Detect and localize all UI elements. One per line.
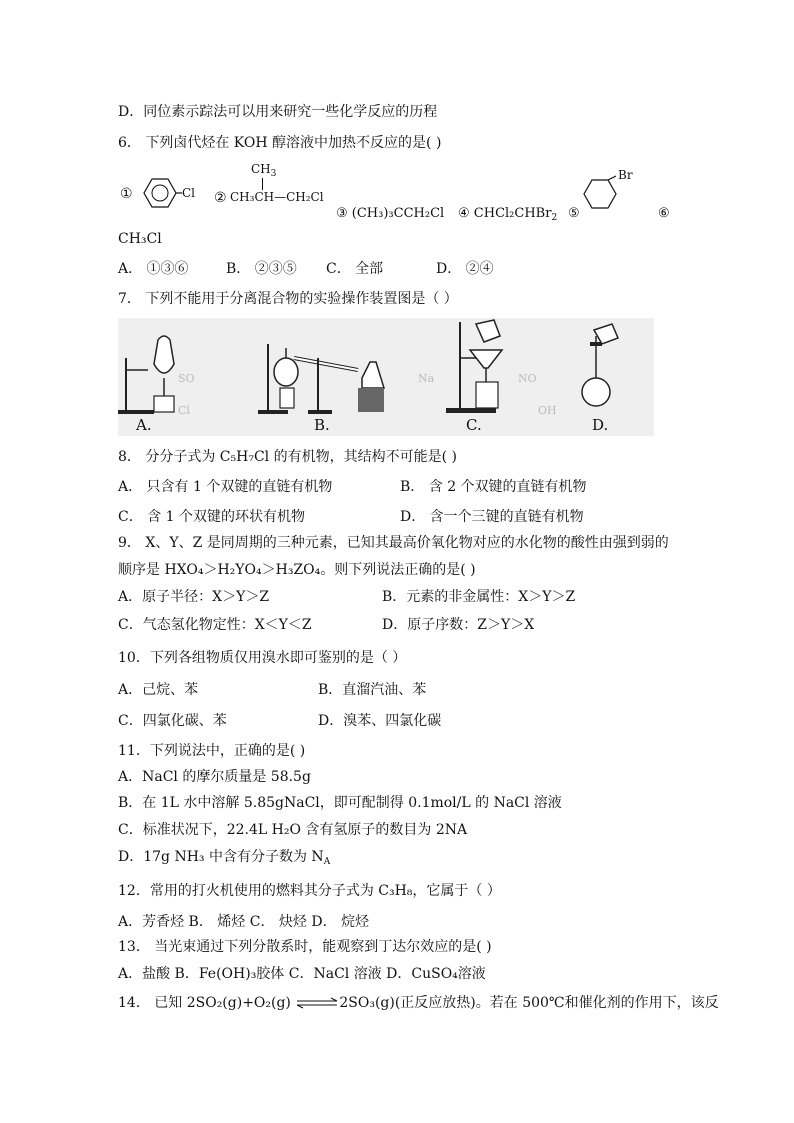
structure-6-formula: CH₃Cl bbox=[118, 231, 162, 247]
apparatus-label-b: B. bbox=[314, 416, 330, 434]
chlorobenzene-ring-icon bbox=[136, 174, 184, 212]
background-text-2: Na bbox=[418, 372, 435, 385]
q13-options: A．盐酸 B．Fe(OH)₃胶体 C．NaCl 溶液 D．CuSO₄溶液 bbox=[118, 966, 486, 982]
q9-option-a: A．原子半径：X＞Y＞Z bbox=[118, 589, 270, 605]
q9-stem-line-2: 顺序是 HXO₄＞H₂YO₄＞H₃ZO₄。则下列说法正确的是( ) bbox=[118, 562, 476, 578]
q8-option-c: C． 含 1 个双键的环状有机物 bbox=[118, 509, 305, 525]
background-text-3: NO bbox=[518, 372, 537, 385]
q11-option-b: B．在 1L 水中溶解 5.85gNaCl，即可配制得 0.1mol/L 的 NaCl 溶液 bbox=[118, 795, 562, 811]
q8-option-b: B． 含 2 个双键的直链有机物 bbox=[400, 479, 587, 495]
background-text-1: SO bbox=[178, 372, 195, 385]
background-text-4: Cl bbox=[178, 404, 190, 417]
q10-option-a: A．己烷、苯 bbox=[118, 682, 199, 698]
q11-stem: 11．下列说法中，正确的是( ) bbox=[118, 743, 306, 759]
apparatus-label-c: C. bbox=[466, 416, 482, 434]
structure-2-chain: CH₃CH—CH₂Cl bbox=[230, 190, 324, 204]
q10-option-c: C．四氯化碳、苯 bbox=[118, 713, 227, 729]
structure-1-number: ① bbox=[120, 186, 133, 202]
structure-6-number: ⑥ bbox=[658, 206, 670, 221]
q9-stem-line-1: 9． X、Y、Z 是同周期的三种元素，已知其最高价氧化物对应的水化物的酸性由强到弱的 bbox=[118, 535, 669, 551]
q8-option-d: D． 含一个三键的直链有机物 bbox=[400, 509, 584, 525]
structure-4: ④ CHCl₂CHBr$_2$ bbox=[458, 206, 558, 223]
background-text-5: OH bbox=[538, 404, 557, 417]
lab-apparatus-illustration bbox=[118, 318, 654, 436]
q10-option-d: D．溴苯、四氯化碳 bbox=[318, 713, 442, 729]
q9-option-c: C．气态氢化物定性：X＜Y＜Z bbox=[118, 617, 312, 633]
q6-option-d: D． ②④ bbox=[436, 261, 494, 277]
q7-stem: 7． 下列不能用于分离混合物的实验操作装置图是（ ） bbox=[118, 291, 458, 307]
apparatus-label-d: D. bbox=[592, 416, 609, 434]
apparatus-label-a: A. bbox=[136, 416, 152, 434]
q6-option-b: B． ②③⑤ bbox=[226, 261, 297, 277]
equilibrium-arrow-icon bbox=[295, 997, 339, 1009]
structure-3: ③ (CH₃)₃CCH₂Cl bbox=[336, 206, 445, 221]
structure-2-methyl: $CH_3$ bbox=[251, 162, 277, 179]
q11-option-c: C．标准状况下，22.4L H₂O 含有氢原子的数目为 2NA bbox=[118, 822, 468, 838]
structure-2-bond bbox=[262, 178, 263, 190]
q7-apparatus-figure bbox=[118, 318, 654, 436]
q11-option-d: D．17g NH₃ 中含有分子数为 $N_A$ bbox=[118, 849, 331, 867]
q6-option-a: A． ①③⑥ bbox=[118, 261, 189, 277]
q9-option-d: D．原子序数：Z＞Y＞X bbox=[382, 617, 535, 633]
q5-option-d: D．同位素示踪法可以用来研究一些化学反应的历程 bbox=[118, 104, 438, 120]
structure-2-number: ② bbox=[214, 190, 227, 206]
structure-5-number: ⑤ bbox=[568, 206, 580, 221]
structure-5-substituent: Br bbox=[618, 168, 633, 182]
q12-stem: 12．常用的打火机使用的燃料其分子式为 C₃H₈，它属于（ ） bbox=[118, 883, 501, 899]
q8-stem: 8． 分分子式为 C₅H₇Cl 的有机物，其结构不可能是( ) bbox=[118, 449, 457, 465]
q12-options: A．芳香烃 B． 烯烃 C． 炔烃 D． 烷烃 bbox=[118, 914, 370, 930]
q13-stem: 13． 当光束通过下列分散系时，能观察到丁达尔效应的是( ) bbox=[118, 939, 492, 955]
structure-1-substituent: Cl bbox=[182, 186, 196, 200]
q11-option-a: A．NaCl 的摩尔质量是 58.5g bbox=[118, 769, 311, 785]
q8-option-a: A． 只含有 1 个双键的直链有机物 bbox=[118, 479, 333, 495]
q6-structures bbox=[118, 160, 678, 232]
q6-stem: 6． 下列卤代烃在 KOH 醇溶液中加热不反应的是( ) bbox=[118, 135, 442, 151]
q9-option-b: B．元素的非金属性：X＞Y＞Z bbox=[382, 589, 576, 605]
q14-stem: 14． 已知 2SO₂(g)+O₂(g) 2SO₃(g)(正反应放热)。若在 500℃和催化剂的作用下，该反 bbox=[118, 995, 719, 1011]
q10-stem: 10．下列各组物质仅用溴水即可鉴别的是（ ） bbox=[118, 650, 407, 666]
q6-option-c: C． 全部 bbox=[326, 261, 384, 277]
q10-option-b: B．直溜汽油、苯 bbox=[318, 682, 427, 698]
